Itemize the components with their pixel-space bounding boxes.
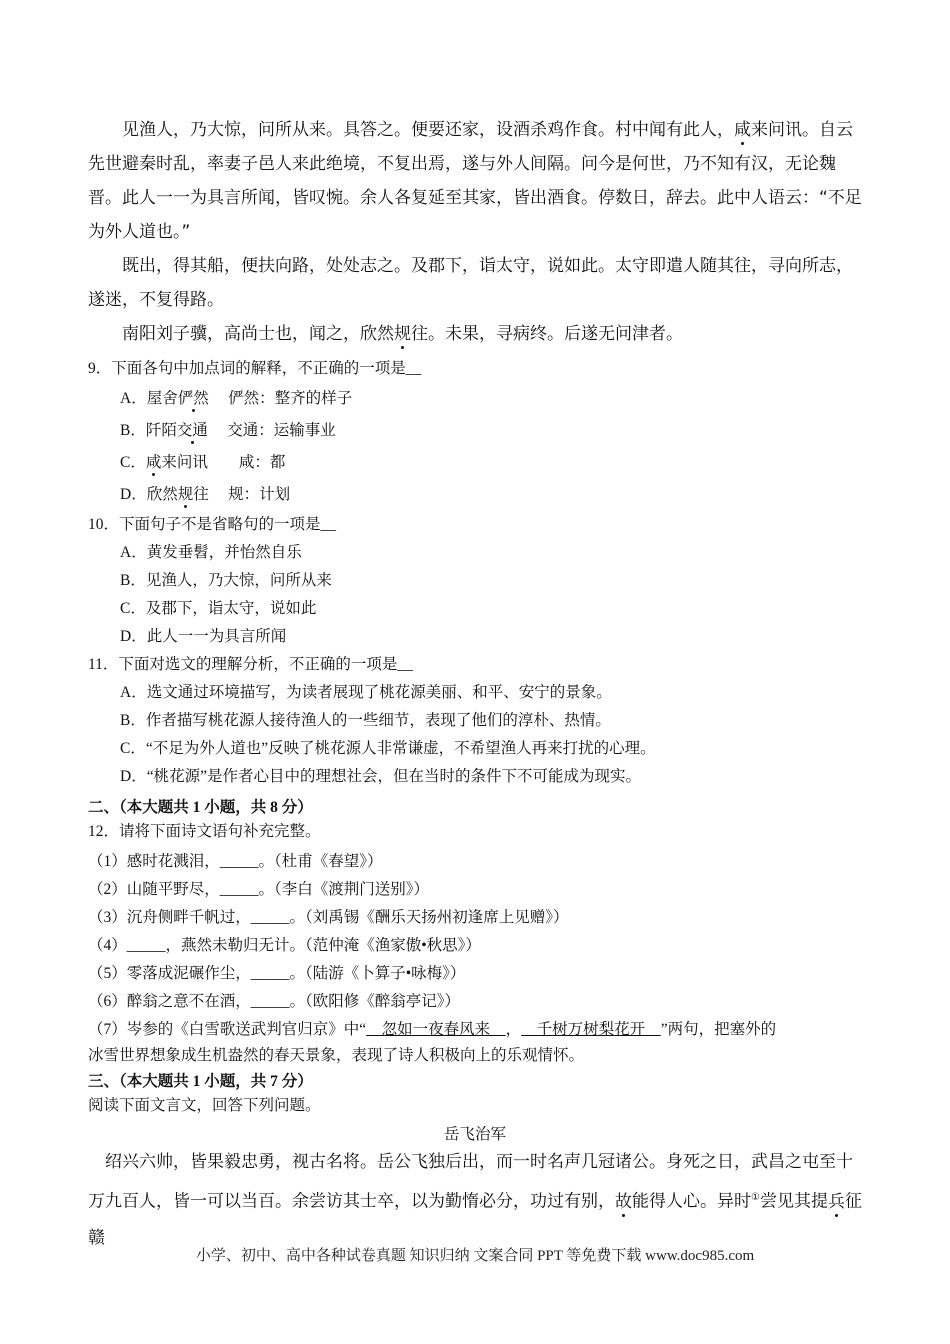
question-11-stem: 11．下面对选文的理解分析，不正确的一项是__ xyxy=(88,656,413,673)
question-10-stem: 10．下面句子不是省略句的一项是__ xyxy=(88,516,337,533)
question-10-option-a: A．黄发垂髫，并怡然自乐 xyxy=(120,544,302,561)
passage-paragraph-3: 南阳刘子骥，高尚士也，闻之，欣然规往。未果，寻病终。后遂无问津者。 xyxy=(122,324,683,344)
passage-paragraph-1: 见渔人，乃大惊，问所从来。具答之。便要还家，设酒杀鸡作食。村中闻有此人，咸来问讯。自云先世避秦时乱，率妻子邑人来此绝境，不复出焉，遂与外人间隔。问今是何世，乃不知有汉，无论魏晋。此人一一为具言所闻，皆叹惋。余人各复延至其家，皆出酒食。停数日，辞去。此中人语云：“不足为外人道也。” xyxy=(88,120,862,242)
question-9-option-b: B．阡陌交通 交通：运输事业 xyxy=(120,422,336,439)
dotted-word: 咸 xyxy=(734,120,751,140)
fill-blank-7: （7）岑参的《白雪歌送武判官归京》中“ 忽如一夜春风来 ， 千树万树梨花开 ”两句，把塞外的 xyxy=(88,1021,777,1038)
question-9-stem: 9．下面各句中加点词的解释，不正确的一项是__ xyxy=(88,360,422,377)
passage-title: 岳飞治军 xyxy=(443,1126,506,1143)
question-10-option-c: C．及郡下，诣太守，说如此 xyxy=(120,600,317,617)
answer-2: 千树万树梨花开 xyxy=(521,1021,661,1038)
question-12-stem: 12．请将下面诗文语句补充完整。 xyxy=(88,823,321,840)
question-11-option-d: D．“桃花源”是作者心目中的理想社会，但在当时的条件下不可能成为现实。 xyxy=(120,768,641,785)
question-11-option-a: A．选文通过环境描写，为读者展现了桃花源美丽、和平、安宁的景象。 xyxy=(120,684,612,701)
question-10-option-d: D．此人一一为具言所闻 xyxy=(120,628,287,645)
question-10-option-b: B．见渔人，乃大惊，问所从来 xyxy=(120,572,332,589)
question-9-option-c: C．咸来问讯 咸：都 xyxy=(120,454,286,471)
section-3-heading: 三、（本大题共 1 小题，共 7 分） xyxy=(88,1073,313,1090)
question-9-option-a: A．屋舍俨然 俨然：整齐的样子 xyxy=(120,390,353,407)
fill-blank-4: （4）_____，燕然未勒归无计。（范仲淹《渔家傲•秋思》） xyxy=(88,937,481,954)
section-2-heading: 二、（本大题共 1 小题，共 8 分） xyxy=(88,799,313,816)
question-11-option-b: B．作者描写桃花源人接待渔人的一些细节，表现了他们的淳朴、热情。 xyxy=(120,712,611,729)
fill-blank-1: （1）感时花溅泪，_____。（杜甫《春望》） xyxy=(88,853,383,870)
section-3-intro: 阅读下面文言文，回答下列问题。 xyxy=(88,1097,321,1114)
page-footer: 小学、初中、高中各种试卷真题 知识归纳 文案合同 PPT 等免费下载 www.doc985.com xyxy=(195,1248,755,1264)
fill-blank-3: （3）沉舟侧畔千帆过，_____。（刘禹锡《酬乐天扬州初逢席上见赠》） xyxy=(88,909,569,926)
answer-1: 忽如一夜春风来 xyxy=(366,1021,506,1038)
fill-blank-6: （6）醉翁之意不在酒，_____。（欧阳修《醉翁亭记》） xyxy=(88,993,461,1010)
question-9-option-d: D．欣然规往 规：计划 xyxy=(120,486,291,503)
section-3-passage: 绍兴六帅，皆果毅忠勇，视古名将。岳公飞独后出，而一时名声几冠诸公。身死之日，武昌之屯至十万九百人，皆一可以当百。余尝访其士卒，以为勤惰必分，功过有别，故能得人心。异时①尝见其提兵征赣 xyxy=(88,1152,862,1248)
fill-blank-7-continued: 冰雪世界想象成生机盎然的春天景象，表现了诗人积极向上的乐观情怀。 xyxy=(88,1047,585,1064)
fill-blank-2: （2）山随平野尽，_____。（李白《渡荆门送别》） xyxy=(88,881,430,898)
question-11-option-c: C．“不足为外人道也”反映了桃花源人非常谦虚，不希望渔人再来打扰的心理。 xyxy=(120,740,656,757)
dotted-word: 规 xyxy=(394,324,411,344)
fill-blank-5: （5）零落成泥碾作尘，_____。（陆游《卜算子•咏梅》） xyxy=(88,965,466,982)
passage-paragraph-2: 既出，得其船，便扶向路，处处志之。及郡下，诣太守，说如此。太守即遣人随其往，寻向所志，遂迷，不复得路。 xyxy=(88,256,853,310)
